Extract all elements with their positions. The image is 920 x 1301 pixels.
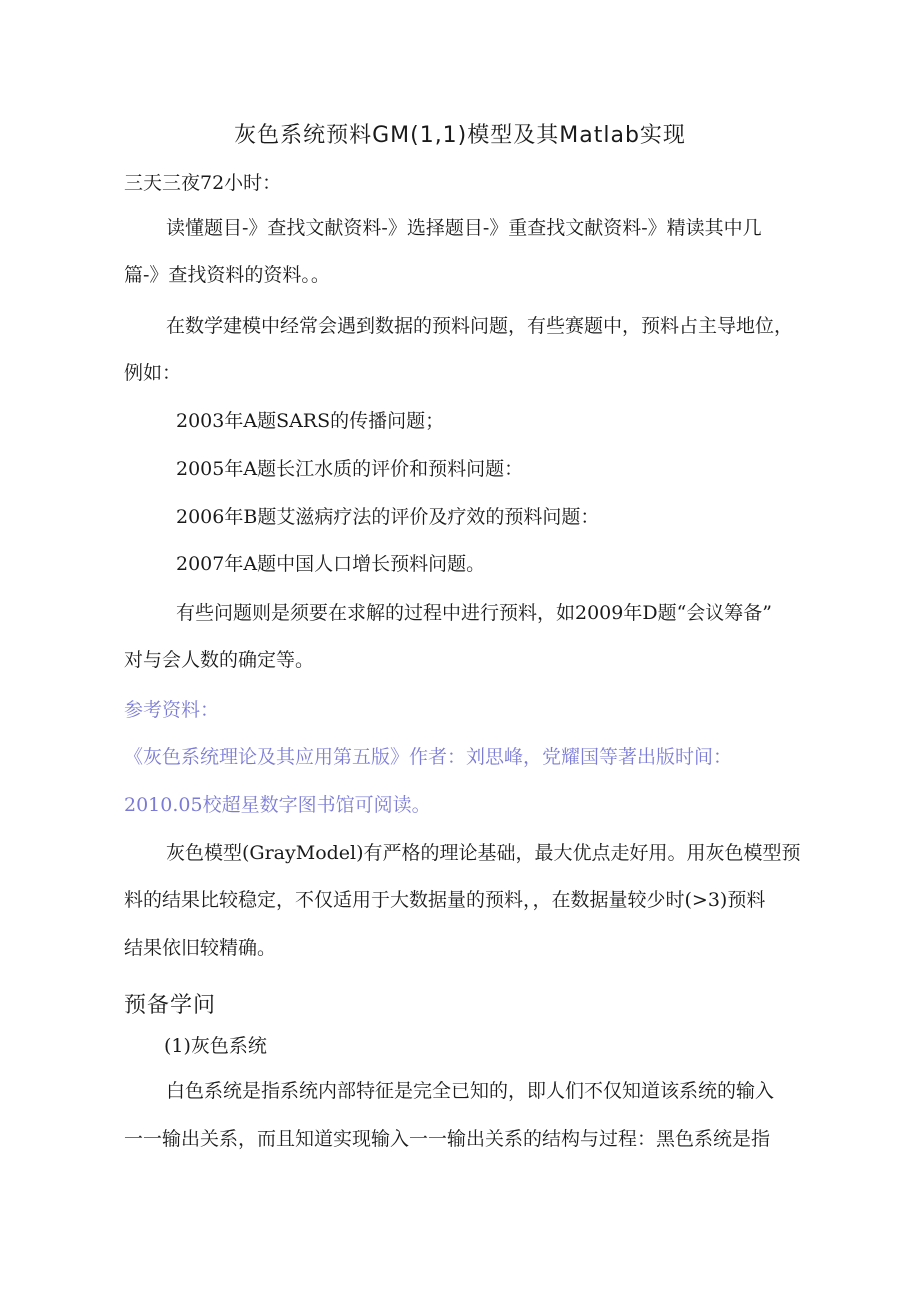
para4-line-2: 一一输出关系，而且知道实现输入一一输出关系的结构与过程：黑色系统是指 (124, 1128, 771, 1150)
intro-line-2: 篇-》查找资料的资料。。 (124, 264, 330, 286)
para2-line-2: 对与会人数的确定等。 (124, 649, 315, 671)
example-2005: 2005年A题长江水质的评价和预料问题： (176, 458, 524, 480)
para4-line-1: 白色系统是指系统内部特征是完全已知的，即人们不仅知道该系统的输入 (166, 1080, 775, 1102)
example-2006: 2006年B题艾滋病疗法的评价及疗效的预料问题： (176, 506, 600, 528)
doc-title: 灰色系统预料GM(1,1)模型及其Matlab实现 (234, 123, 686, 148)
doc-subtitle: 三天三夜72小时： (124, 172, 282, 194)
para1-line-2: 例如： (124, 362, 182, 384)
example-2007: 2007年A题中国人口增长预料问题。 (176, 553, 486, 575)
reference-line-2: 2010.05校超星数字图书馆可阅读。 (124, 794, 431, 816)
para3-line-3: 结果依旧较精确。 (124, 937, 277, 959)
subsection-title: (1)灰色系统 (164, 1035, 267, 1057)
reference-line-1: 《灰色系统理论及其应用第五版》作者：刘思峰，党耀国等著出版时间： (124, 746, 733, 768)
para1-line-1: 在数学建模中经常会遇到数据的预料问题，有些赛题中，预料占主导地位， (166, 315, 794, 337)
para3-line-2: 料的结果比较稳定，不仅适用于大数据量的预料，，在数据量较少时(>3)预料 (124, 889, 766, 911)
intro-line-1: 读懂题目-》查找文献资料-》选择题目-》重查找文献资料-》精读其中几 (166, 217, 762, 239)
section-title: 预备学问 (124, 993, 217, 1018)
para3-line-1: 灰色模型(GrayModel)有严格的理论基础，最大优点走好用。用灰色模型预 (166, 842, 801, 864)
example-2003: 2003年A题SARS的传播问题； (176, 410, 445, 432)
para2-line-1: 有些问题则是须要在求解的过程中进行预料，如2009年D题“会议筹备” (176, 602, 773, 624)
reference-label: 参考资料： (124, 699, 220, 721)
